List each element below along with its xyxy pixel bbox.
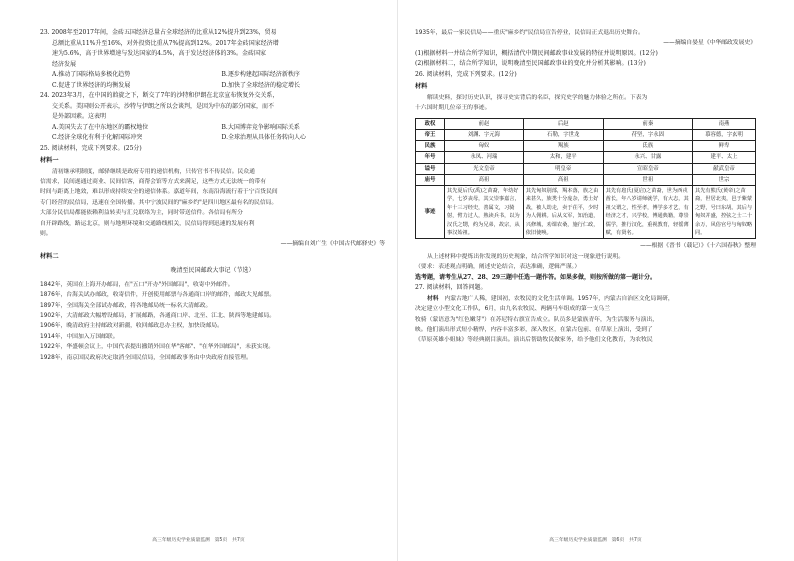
q26-requirement: 从上述材料中提炼出你发现的历史现象，结合所学知识对这一现象进行说明。 bbox=[427, 253, 625, 260]
table-cell: 苻坚，字永固 bbox=[603, 129, 692, 140]
row-label: 事迹 bbox=[416, 185, 445, 238]
question-24 bbox=[40, 91, 385, 144]
m1-line-5: 大部分民信局都能依赖利益转卖与汇兑联络为主，同时带送信件。各信局有所分 bbox=[40, 210, 243, 217]
m1-line-1: 清初继承明制度，邮驿继续是政府专用的递信机构，只传官书不传民信。民众通 bbox=[52, 168, 255, 175]
q23-line-1: 23. 2008年至2017年间，金砖五国经济总量占全球经济的比重从12%提升到23%，贸易 bbox=[40, 29, 277, 36]
table-cell: 献武皇帝 bbox=[693, 163, 756, 174]
table-cell: 氐族 bbox=[603, 141, 692, 152]
timeline-item: 1897年，全国海关全部试办邮政，将各地邮局统一标名大清邮政。 bbox=[40, 302, 212, 309]
table-cell: 太和，建平 bbox=[523, 152, 603, 163]
question-23 bbox=[40, 28, 385, 91]
material-1-source: ——摘编自刘广生《中国古代邮驿史》等 bbox=[280, 241, 385, 248]
table-header-cell: 前秦 bbox=[603, 118, 692, 129]
q24-option-d[interactable]: D.全球治理从具体任务转向人心 bbox=[221, 134, 307, 141]
q23-line-3: 速为5.6%，高于世界增速与发达国家的4.5%，高于发达经济体的3%。金砖国家 bbox=[52, 50, 267, 57]
table-source: ——根据《晋书（载记）》《十六国春秋》整理 bbox=[640, 243, 756, 250]
q24-line-2: 交关系。美国则公开表示，沙特与伊朗之所以会谈判，是因为中东的部分国家，而不 bbox=[52, 102, 275, 110]
q24-option-a[interactable]: A.美国失去了在中东地区的霸权地位 bbox=[52, 123, 149, 131]
timeline-item: 1842年，英国在上海开办邮局，在"五口"开办"外国邮局"，收寄中外邮件。 bbox=[40, 281, 234, 288]
q26-intro-2: 十六国时期几位帝王的事迹。 bbox=[415, 105, 491, 112]
table-row bbox=[416, 129, 756, 140]
q23-line-2: 总额比重从11%升至16%，对外投资比重从7%提高到12%。2017年金砖国家经济增 bbox=[52, 39, 279, 47]
q26-material-label: 材料 bbox=[415, 83, 428, 91]
requirement-2: (2)根据材料二，结合所学知识，说明晚清至民国邮政事业的变化并分析其影响。(13分) bbox=[415, 60, 646, 68]
timeline-item: 1906年，晚清政府主持邮政对新疆，收回邮政总办主权，加快设邮局。 bbox=[40, 323, 223, 330]
q24-line-1: 24. 2023年3月，在中国的斡旋之下，断交了7年的沙特和伊朗在北京宣布恢复外交关系， bbox=[40, 92, 279, 99]
table-cell: 永兴、甘露 bbox=[603, 152, 692, 163]
table-header-cell: 南燕 bbox=[693, 118, 756, 129]
table-cell: 石勒，字世龙 bbox=[523, 129, 603, 140]
table-cell: 羯族 bbox=[523, 141, 603, 152]
q24-option-c[interactable]: C.经济全球化有利于化解国际冲突 bbox=[52, 134, 143, 141]
table-cell: 慕容德，字玄明 bbox=[693, 129, 756, 140]
q24-line-3: 是外部因素。这表明 bbox=[52, 113, 107, 120]
table-cell: 高祖 bbox=[523, 174, 603, 185]
table-cell: 高祖 bbox=[445, 174, 524, 185]
right-column bbox=[415, 28, 756, 346]
q27-line-1: 内蒙古地广人稀，建国初，农牧民的文化生活单调。1957年，内蒙古自治区文化局调研， bbox=[444, 295, 674, 302]
row-label: 年号 bbox=[416, 152, 445, 163]
table-row bbox=[416, 152, 756, 163]
table-cell: 明皇帝 bbox=[523, 163, 603, 174]
table-cell: 建平、太上 bbox=[693, 152, 756, 163]
table-header-cell: 政权 bbox=[416, 118, 445, 129]
left-column bbox=[40, 28, 385, 363]
q23-option-a[interactable]: A.推动了国际格局多极化趋势 bbox=[52, 71, 131, 78]
q27-title: 27. 阅读材料，回答问题。 bbox=[415, 284, 487, 292]
q27-material-label: 材料 bbox=[427, 295, 439, 302]
q23-option-b[interactable]: B.逐步构建起国际经济新秩序 bbox=[221, 71, 300, 78]
continued-source: ——摘编自晏星《中华邮政发展史》 bbox=[663, 40, 756, 47]
material-2-timeline bbox=[40, 280, 385, 363]
q27-line-3: 牧骑（蒙语意为"红色嫩芽"）在苏尼特右旗宣告成立。队员多是蒙族青年，为生活服务与演出， bbox=[415, 316, 659, 323]
q26-requirement-note: （要求：表述观点明确，阐述史论结合，表达准确，逻辑严谨。） bbox=[415, 264, 581, 271]
q27-material bbox=[415, 294, 756, 346]
timeline-item: 1914年，中国加入万国邮联。 bbox=[40, 333, 119, 340]
timeline-item: 1876年，台海关试办邮政，收寄信件，开创使用邮票与各通商口岸的邮件，邮政大见邮票。 bbox=[40, 292, 276, 299]
q27-line-4: 映。他们演出形式短小精悍，内容丰富多彩，深入牧区，在蒙古包前、在草原上演出，受到了 bbox=[415, 326, 653, 333]
table-row-deeds bbox=[416, 185, 756, 238]
elective-note: 选考题，请考生从27、28、29三题中任选一题作答。如果多做，则按所做的第一题计分。 bbox=[415, 273, 657, 281]
q23-option-c[interactable]: C.促进了世界经济的均衡发展 bbox=[52, 81, 131, 89]
m1-line-6: 自开辟路线，路运北京，则与地理环境和交通路线相关，民信局得到迅速的发展有利 bbox=[40, 220, 255, 227]
row-label: 民族 bbox=[416, 141, 445, 152]
timeline-item: 1902年，大清邮政大幅增设邮局，扩展邮路，各通商口岸、北至、江北、陕西等地建邮局。 bbox=[40, 313, 276, 320]
emperors-table bbox=[415, 118, 756, 240]
table-cell: 世宗 bbox=[693, 174, 756, 185]
q27-line-2: 决定建立小型文化工作队，6月，由九名农牧民、两辆马车组成的第一支乌兰 bbox=[415, 306, 610, 313]
material-1-text bbox=[40, 167, 385, 240]
q26-title: 26. 阅读材料，完成下列要求。(12分) bbox=[415, 70, 517, 78]
q24-option-b[interactable]: B.大国博弈竞争影响国际关系 bbox=[221, 123, 300, 131]
table-cell: 刘渊、字元海 bbox=[445, 129, 524, 140]
timeline-item: 1922年，华盛顿会议上，中国代表提出撤销外国在华"客邮"、"在华外国邮局"，未获实现。 bbox=[40, 344, 275, 351]
left-page-footer: 高三年级历史学业质量监测 第5页 共7页 bbox=[152, 538, 245, 543]
row-label: 庙号 bbox=[416, 174, 445, 185]
timeline-item: 1928年，南京国民政府决定取消全国民信局，全国邮政事务由中央政府直接管理。 bbox=[40, 354, 252, 361]
table-header-cell: 前赵 bbox=[445, 118, 524, 129]
deeds-cell: 其先匈奴别部，羯本落，族之由来甚久，族类十分庞杂，勇士好战，被人劫走，卖于茌平，少时为人佣耕。后从义军，知治道，兴修城，劝课农桑，施行仁政，依旧使唤。 bbox=[523, 185, 603, 238]
table-row bbox=[416, 141, 756, 152]
table-cell: 匈奴 bbox=[445, 141, 524, 152]
deeds-cell: 其先有扈氏(夏启)之苗裔，世为西戎酋长，年八岁请师就学，有大志，其祖父谓之，性至孝，博学多才艺，有经济之才，兴学校，博通典籍，尊崇儒学，推行汉化，重视教育，轻徭薄赋，有贤名。 bbox=[603, 185, 692, 238]
q27-line bbox=[415, 294, 756, 304]
m1-line-2: 信需求，民间遂通过商业、民间信客，商帮会馆等方式来满足，这些方式无法统一的带有 bbox=[40, 178, 267, 185]
continued-line: 1935年，最后一家民信局——重庆"麻乡约"民信局宣告停业，民信局正式退出历史舞台。 bbox=[415, 30, 644, 36]
deeds-cell: 其先有熊氏(黄帝)之苗裔，世居北夷，邑于紫蒙之野，号曰东胡。其后与匈奴并盛，控弦之士二十余万，风俗官号与匈奴略同。 bbox=[693, 185, 756, 238]
q23-options bbox=[40, 70, 385, 91]
table-row bbox=[416, 174, 756, 185]
m1-line-4: 专门经营的民信局，迅速在全国传播。其中宁波民间的"麻乡约"是四川地区最有名的民信局。 bbox=[40, 199, 278, 206]
table-cell: 鲜卑 bbox=[693, 141, 756, 152]
table-header-cell: 后赵 bbox=[523, 118, 603, 129]
q24-options bbox=[40, 123, 385, 144]
row-label: 谥号 bbox=[416, 163, 445, 174]
requirement-1: (1)根据材料一并结合所学知识，概括清代中期民间邮政事业发展的特征并说明原因。(12分) bbox=[415, 49, 658, 57]
right-page-footer: 高三年级历史学业质量监测 第6页 共7页 bbox=[549, 538, 642, 543]
table-header-row bbox=[416, 118, 756, 129]
q25-title: 25. 阅读材料，完成下列要求。(25分) bbox=[40, 144, 142, 152]
material-1-label: 材料一 bbox=[40, 157, 59, 164]
deeds-cell: 其先夏后氏(禹)之苗裔，年幼好学，七岁丧母，其父崇事嘉言，年十三习经史，善属文，习骑射，臂力过人，熟读兵书，以为汉氏之甥，约为兄弟，故宗，从事汉始祖。 bbox=[445, 185, 524, 238]
q23-line-4: 经济发展 bbox=[52, 60, 77, 68]
m1-line-3: 时间与距离上地效，难以形成持续安全的递信体系。嘉道年间，东南沿海流行着于宁百货民间 bbox=[40, 189, 278, 196]
q23-option-d[interactable]: D.加快了全球经济的稳定增长 bbox=[221, 81, 301, 89]
q27-line-5: 《草原英雄小姐妹》等经典剧目演出。演出后帮助牧民做家务，给予他们文化教育，为农牧民 bbox=[415, 337, 653, 344]
q26-intro-1: 解读史料，探讨历史认识，探寻史实背后的名臣，探究史学的魅力体验之所在。下表为 bbox=[427, 94, 648, 101]
table-cell: 光文皇帝 bbox=[445, 163, 524, 174]
row-label: 帝王 bbox=[416, 129, 445, 140]
table-row bbox=[416, 163, 756, 174]
m1-line-7: 则。 bbox=[40, 230, 52, 237]
table-cell: 世祖 bbox=[603, 174, 692, 185]
table-cell: 宣昭皇帝 bbox=[603, 163, 692, 174]
right-page bbox=[397, 0, 794, 561]
material-2-label: 材料二 bbox=[40, 252, 59, 260]
material-2-title: 晚清至民国邮政大事记（节选） bbox=[170, 267, 255, 275]
table-cell: 永凤、河瑞 bbox=[445, 152, 524, 163]
